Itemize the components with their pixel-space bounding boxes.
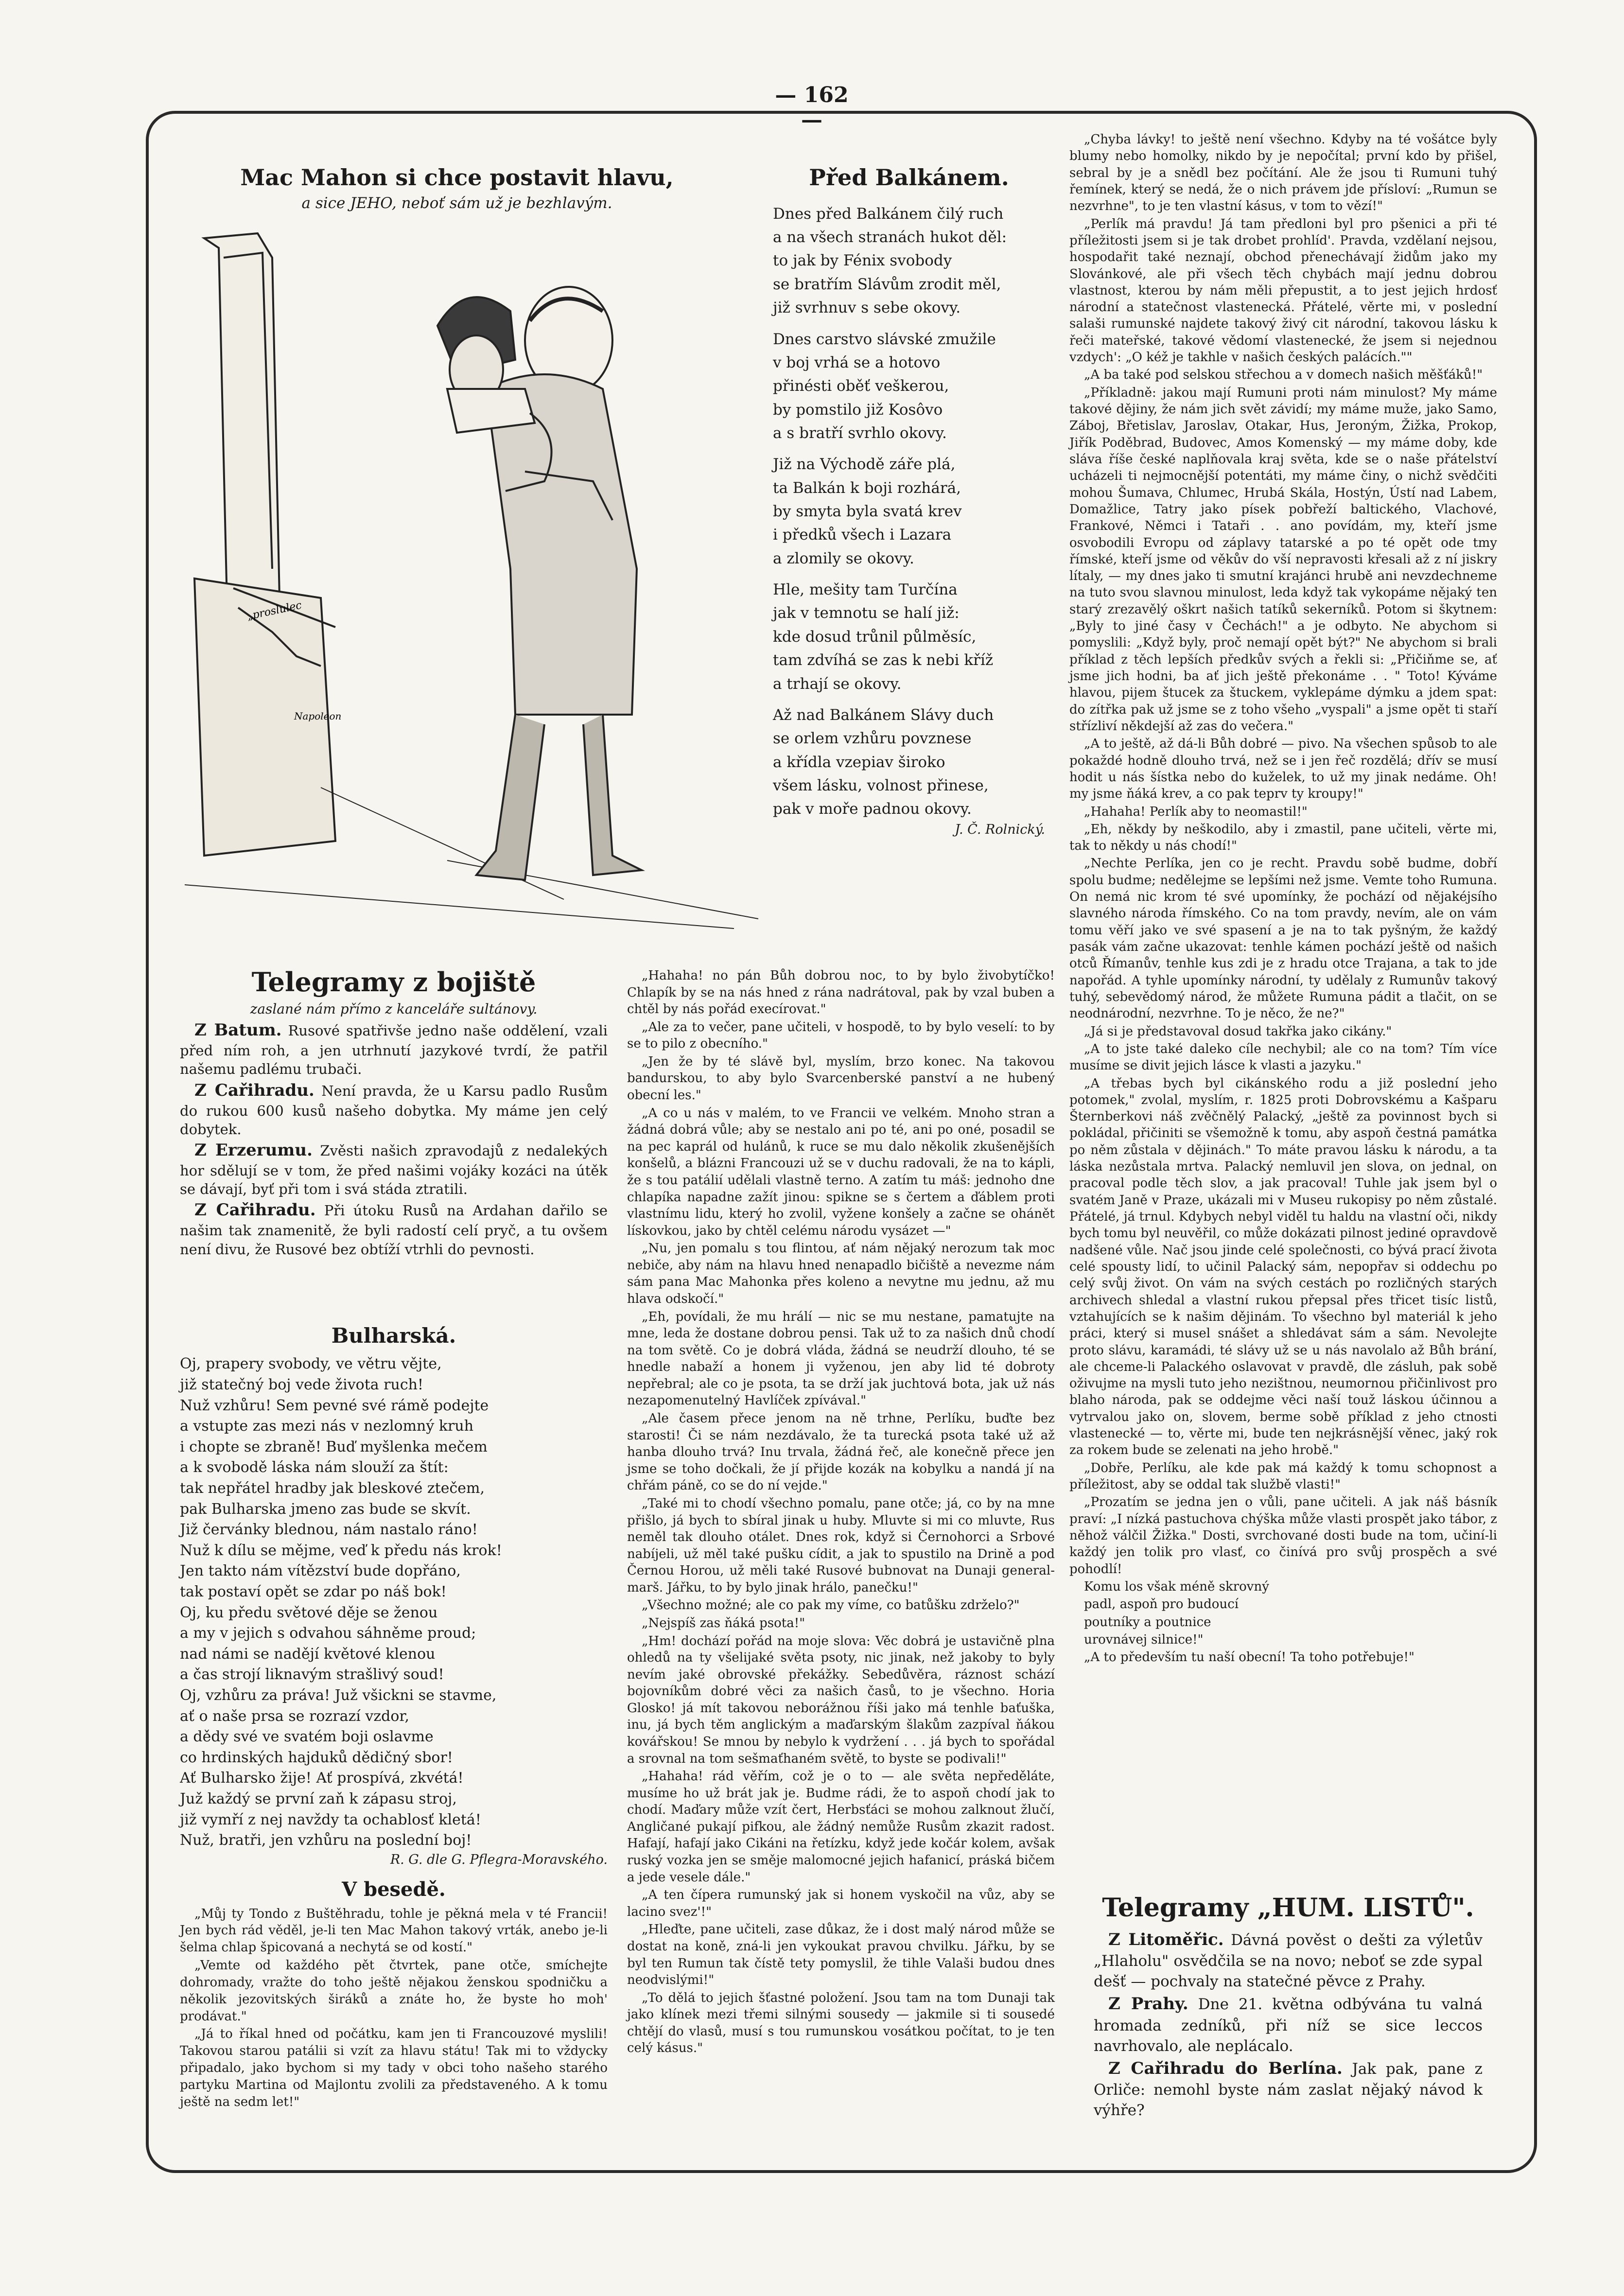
poem-line: a čas strojí liknavým strašlivý soud! [180, 1666, 444, 1683]
poem-line: se bratřím Slávům zrodit měl, [773, 275, 1001, 293]
poem-line: Oj, prapery svobody, ve větru vějte, [180, 1355, 442, 1373]
poem-bulgar [180, 1322, 608, 1869]
paragraph: „Hm! dochází pořád na moje slova: Věc dobrá je ustavičně plna ohledů na ty všelijaké světa psoty, nic jinak, než jakoby to byly nevím jaké obrovské překážky. Sebedůvěra, ráznost schází bojovníkům dobré věci za našich časů, to je všechno. Horia Glosko! já mít takovou neborážnou říši jako má tenhle baťuška, inu, já bych těm anglickým a maďarským šlakům zazpíval ňákou kovářskou! Se mnou by nebylo k vydržení . . . já bych to spořádal a srovnal na tom sešmaťhaném světě, to byste se podivali!" [627, 1633, 1055, 1766]
telegram-item [180, 1080, 608, 1139]
paragraph: „Hahaha! no pán Bůh dobrou noc, to by bylo živobytíčko! Chlapík by se na nás hned z rána nadrátoval, pak by vzal buben a chtěl by nás pořád execírovat." [627, 968, 1055, 1017]
poem-line: již statečný boj vede života ruch! [180, 1376, 424, 1394]
telegram-place: Z Cařihradu do Berlína. [1108, 2058, 1343, 2078]
poem-line: a dědy své ve svatém boji oslavme [180, 1728, 434, 1746]
telegrams-front [180, 965, 608, 1260]
poem-line: Dnes před Balkánem čilý ruch [773, 205, 1004, 223]
poem-line: Juž každý se první zaň k zápasu stroj, [180, 1790, 457, 1807]
poem-line [773, 445, 1045, 453]
telegram-item [180, 1019, 608, 1078]
poem-bulgar-signature: R. G. dle G. Pflegra-Moravského. [390, 1852, 608, 1867]
poem-line: Ať Bulharsko žije! Ať prospívá, zkvétá! [180, 1770, 464, 1787]
poem-line: a k svobodě láska nám slouží za štít: [180, 1459, 449, 1476]
paragraph: „Eh, povídali, že mu hrálí — nic se mu nestane, pamatujte na mne, leda že dostane dobrou pensi. Tak už to za našich dnů chodí na tom světě. Co je dobrá vláda, žádná se neudrží dlouho, té se hnedle nabaží a honem ji vyženou, jen aby lid té dobroty nepřebral; ale co je psota, ta se drží jak juchtová bota, jak už nás nezapomenutelný Havlíček zpívával." [627, 1309, 1055, 1408]
paragraph: „A to ještě, až dá-li Bůh dobré — pivo. Na všechen spůsob to ale pokaždé hodně dlouho trvá, než se i jen řeč rozdělá; dřív se musí hodit u nás šístka nebo do kuželek, to už my jinak nedáme. Oh! my jsme ňáká krev, a co pak teprv ty kroupy!" [1069, 736, 1497, 802]
paragraph: „Všechno možné; ale co pak my víme, co batůšku zdrželo?" [642, 1598, 1020, 1613]
illustration-caption-2: Napoleon [294, 710, 342, 722]
poem-line: nad námi se nadějí květové klenou [180, 1645, 436, 1663]
poem-line: by smyta byla svatá krev [773, 503, 962, 521]
telegram-item [180, 1199, 608, 1258]
telegrams-front-subtitle: zaslané nám přímo z kanceláře sultánovy. [250, 1001, 538, 1017]
poem-line: všem lásku, volnost přinese, [773, 776, 989, 794]
poem-line: Dnes carstvo slávské zmužile [773, 330, 996, 348]
macmahon-illustration [175, 228, 768, 943]
paragraph: Komu los však méně skrovný [1084, 1579, 1269, 1594]
macmahon-article [214, 163, 700, 214]
poem-line: ať o naše prsa se rozrazí vzdor, [180, 1707, 409, 1725]
telegram-item [180, 1139, 608, 1198]
v-besede-title: V besedě. [342, 1878, 446, 1901]
paragraph: „Eh, někdy by neškodilo, aby i zmastil, pane učiteli, věrte mi, tak to někdy u nás chodí!" [1069, 822, 1497, 854]
poem-line [773, 696, 1045, 703]
poem-line: Oj, ku předu světové děje se ženou [180, 1604, 438, 1621]
paragraph: „Příkladně: jakou mají Rumuni proti nám minulost? My máme takové dějiny, že nám jich svět závidí; my máme muže, jako Samo, Záboj, Břetislav, Jaroslav, Otakar, Hus, Jeroným, Žižka, Prokop, Jiřík Poděbrad, Budovec, Amos Komenský — my máme doby, kde sláva říše české naplňovala kraj světa, kde se o naše přátelství ucházeli ti nejmocnější potentáti, my máme činy, o nichž svědčiti mohou Šumava, Chlumec, Hrubá Skála, Hostýn, Ústí nad Labem, Domažlice, Tatry jako písek pobřeží baltického, Vlachové, Frankové, Němci i Tataři . . ano povídám, my, kteří jsme osvobodili Evropu od záplavy tatarské a po té opět ode tmy římské, kteří jsme od věkův do vší nepravosti křesali až z ní jiskry lítaly, — my dnes jako ti smutní krajánci hrubě ani nevzdechneme na tuto svou slavnou minulost, leda když tak vykopáme nějaký ten starý zrezavělý oškrt našich tatíků sekerníků. Potom si škytnem: „Byly to jiné časy v Čechách!" a je odbyto. Ne abychom si pomyslili: „Když byly, proč nemají opět být?" Ne abychom si brali příklad z těch lepších předkův svých a řekli si: „Přičiňme se, ať jsme jich hodni, ba ať jich ještě překonáme . . " Toto! Kýváme hlavou, pijem štucek za štuckem, vyklepáme dýmku a jdem spat: do zítřka pak už jsme se z toho všeho „vyspali" a jsme opět ti staří střízliví někdejší až zas do večera." [1069, 385, 1497, 734]
poem-line: přinésti oběť veškerou, [773, 377, 949, 395]
page-number: — 162 — [775, 83, 849, 132]
telegrams-hum-title: Telegramy „HUM. LISTŮ". [1102, 1893, 1474, 1923]
poem-balkan-signature: J. Č. Rolnický. [955, 822, 1045, 837]
poem-line: jak v temnotu se halí již: [773, 604, 960, 622]
poem-line: se orlem vzhůru povznese [773, 730, 972, 748]
telegram-place: Z Litoměřic. [1108, 1929, 1224, 1949]
poem-line: a vstupte zas mezi nás v nezlomný kruh [180, 1418, 474, 1435]
paragraph: „Hahaha! rád věřím, což je o to — ale světa nepředěláte, musíme ho už brát jak je. Budme rádi, že to aspoň chodí jak to chodí. Maďary může vzít čert, Herbsťáci se mohou zalknout žlučí, Angličané pukají pifkou, ale žádný nemůže Rusům zkazit radost. Hafají, hafají jako Cikáni na řetízku, když jede kočár kolem, avšak ruský vozka jen se směje malomocné jejich hafanicí, práská bičem a jede vesele dále." [627, 1769, 1055, 1885]
poem-line: Oj, vzhůru za práva! Juž všickni se stavme, [180, 1686, 497, 1704]
paragraph: padl, aspoň pro budoucí [1084, 1597, 1239, 1612]
paragraph: „A to především tu naší obecní! Ta toho potřebuje!" [1084, 1650, 1414, 1665]
telegram-item [1094, 2057, 1483, 2121]
telegram-item [1094, 1928, 1483, 1992]
poem-line: a s bratří svrhlo okovy. [773, 424, 947, 442]
poem-line: tak nepřátel hradby jak bleskové ztečem, [180, 1480, 485, 1497]
poem-bulgar-title: Bulharská. [331, 1324, 456, 1348]
telegram-place: Z Prahy. [1108, 1994, 1188, 2014]
telegrams-hum [1094, 1891, 1483, 2121]
poem-line [773, 320, 1045, 328]
paragraph: „Můj ty Tondo z Buštěhradu, tohle je pěkná mela v té Francii! Jen bych rád věděl, je-li ten Mac Mahon takový vrták, anebo je-li šelma chlap špicovaná a nechytá se od kostí." [180, 1906, 608, 1955]
poem-line: a my v jejich s odvahou sáhněme proud; [180, 1625, 476, 1642]
poem-line: co hrdinských hajduků dědičný sbor! [180, 1749, 453, 1766]
middle-column [627, 967, 1055, 2058]
paragraph: „Dobře, Perlíku, ale kde pak má každý k tomu schopnost a příležitost, aby se oddal tak službě vlasti!" [1069, 1460, 1497, 1492]
telegram-text: Dávná pověst o dešti za výletův „Hlaholu" osvědčila se na novo; neboť se zde sypal dešť — pochvaly na statečné pěvce z Prahy. [1094, 1931, 1483, 1991]
paragraph: urovnávej silnice!" [1084, 1632, 1204, 1647]
poem-line: i chopte se zbraně! Buď myšlenka mečem [180, 1438, 488, 1455]
paragraph: „Ale časem přece jenom na ně trhne, Perlíku, buďte bez starosti! Či se nám nezdávalo, že ta turecká psota také už až hanba dlouho trvá? Inu trvala, žádná řeč, ale konečně přece jen jsme se toho dočkali, že jí přijde kozák na kobylku a nandá jí na chřám páně, co se do ní vejde." [627, 1411, 1055, 1493]
telegram-text: Není pravda, že u Karsu padlo Rusům do rukou 600 kusů našeho dobytka. My máme jen celý dobytek. [180, 1082, 608, 1138]
macmahon-title: Mac Mahon si chce postavit hlavu, [240, 164, 674, 191]
illustration-caption-1: „proslulec [246, 599, 303, 623]
poem-line: by pomstilo již Kosôvo [773, 401, 943, 419]
poem-line: pak v moře padnou okovy. [773, 800, 972, 818]
paragraph: „Chyba lávky! to ještě není všechno. Kdyby na té vošátce byly blumy nebo homolky, nikdo by je nepočítal; první kdo by přišel, sebral by je a snědl bez počítání. Ale že jsou ti Rumuni tuhý řemínek, který se nedá, že o nich právem jde přísloví: „Rumun se nezvrhne", to je ten vlastní kásus, v tom to vězí!" [1069, 132, 1497, 214]
poem-line: kde dosud trůnil půlměsíc, [773, 628, 977, 646]
paragraph: „Nu, jen pomalu s tou flintou, ať nám nějaký nerozum tak moc nebiče, aby nám na hlavu hned nenapadlo bičiště a nevezme nám sám pana Mac Mahonka přes koleno a nevytne mu jednu, až mu hlava odskočí." [627, 1241, 1055, 1306]
paragraph: „Já si je představoval dosud takřka jako cikány." [1084, 1024, 1392, 1039]
poem-line: a zlomily se okovy. [773, 549, 914, 567]
telegram-text: Při útoku Rusů na Ardahan dařilo se našim tak znamenitě, že byli radostí celí pryč, a tu ovšem není divu, že Rusové bez obtíží vtrhli do pevnosti. [180, 1202, 608, 1258]
poem-line: a křídla vzepiav široko [773, 753, 945, 771]
telegram-place: Z Batum. [194, 1020, 282, 1040]
paragraph: „A třebas bych byl cikánského rodu a již poslední jeho potomek," zvolal, myslím, r. 1825 proti Dobrovskému a Kašparu Šternberkovi náš zvěčnělý Palacký, „ještě za povinnost bych si pokládal, přičiniti se všemožně k tomu, aby aspoň čestná památka po něm zůstala v dějinách." To máte pravou lásku k národu, a ta láska nezůstala mrtva. Palacký nemluvil jen slova, on jednal, on pracoval podle těch slov, a jak pracoval! Tuhle jak jsem byl o svatém Janě v Praze, ukázali mi v Museu rukopisy po něm zůstalé. Přátelé, já trnul. Kdybych nebyl viděl tu haldu na vlastní oči, nikdy bych tomu byl neuvěřil, co může dokázati pilnost jediné opravdově nadšené vůle. Nač jsou jinde celé společnosti, co bývá prací života celé spousty lidí, to učinil Palacký sám, nepopřav si oddechu po celý svůj život. On vám na svých cestách po rozličných starých archivech shledal a vlastní rukou přepsal přes třicet tisíc listů, vztahujících se k našim dějinám. To všechno byl materiál k jeho práci, který si musel snášet a shledávat sám a sám. Nevolejte proto slávu, karamádi, té slávy už se u nás navolalo až Bůh brání, ale chceme-li Palackého oslavovat v pravdě, dle zásluh, pak sobě oživujme na mysli tuto jeho nezištnou, neumornou přičinlivost pro blaho národa, pak se oddejme věci naší touž láskou účinnou a vytrvalou jako on, slovem, berme sobě příklad z jeho ctnosti vlastenecké — to, věrte mi, bude ten nejkrásnější věnec, jaký rok za rokem bude se zelenati na jeho hrobě." [1069, 1076, 1497, 1458]
telegrams-front-title: Telegramy z bojiště [251, 966, 536, 998]
poem-line: tak postaví opět se zdar po náš bok! [180, 1583, 447, 1600]
poem-line: již svrhnuv s sebe okovy. [773, 299, 961, 317]
poem-line: a trhají se okovy. [773, 675, 902, 693]
poem-line: ta Balkán k boji rozhárá, [773, 479, 961, 497]
poem-line: již vymří z nej navždy ta ochablosť kletá! [180, 1811, 481, 1828]
poem-line: to jak by Fénix svobody [773, 252, 952, 270]
telegram-place: Z Erzerumu. [194, 1140, 313, 1160]
telegram-text: Rusové spatřivše jedno naše oddělení, vzali před ním roh, a jen utrhnutí jazykové tvrdí, že patřil našemu padlému trubači. [180, 1022, 608, 1078]
paragraph: „Perlík má pravdu! Já tam předloni byl pro pšenici a při té příležitosti jsem si je tak drobet prohlíd'. Pravda, vzdělaní nejsou, hospodařit také neznají, obchod přenechávají židům jako my Slovánkové, ale při všech těch chybách mají jednu dobrou vlastnost, kterou by nám měli přepustit, a to jest jejich hrdosť národní a statečnost vlastenecká. Přátelé, věrte mi, v poslední salaši rumunské najdete takový živý cit národní, takovou lásku k řeči mateřské, takové vědomí vlastenecké, že jsem si nejednou vzdych': „O kéž je takhle v našich českých palácích."" [1069, 216, 1497, 365]
poem-line: Nuž, bratři, jen vzhůru na poslední boj! [180, 1832, 472, 1849]
poem-line: i předků všech i Lazara [773, 526, 952, 544]
paragraph: „To dělá to jejich šťastné položení. Jsou tam na tom Dunaji tak jako klínek mezi třemi silnými sousedy — jakmile si ti sousedé chtějí do vlasů, musí s tou rumunskou vosátkou počítat, to je ten celý kásus." [627, 1990, 1055, 2056]
poem-line: Jen takto nám vítězství bude dopřáno, [180, 1562, 461, 1580]
paragraph: „Nechte Perlíka, jen co je recht. Pravdu sobě budme, dobří spolu budme; nedělejme se lepšími než jsme. Vemte toho Rumuna. On nemá nic krom té své upomínky, že pochází od nějakéjsího slavného národa římského. Co na tom pravdy, nevím, ale on vám tomu věří jako ve své spasení a je na to tak pyšným, že každý pasák vám začne ukazovat: tenhle kámen pochází ještě od našich otců Římanův, tenhle kus zdi je z hradu otce Trajana, a tak to jde napořád. A tyhle upomínky národní, ty udělaly z Rumunův takový tuhý, sebevědomý národ, že můžete Rumuna pádit a tlačit, on se neodnárodní, nezvrhne. To je něco, že ne?" [1069, 856, 1497, 1021]
poem-line: v boj vrhá se a hotovo [773, 353, 941, 371]
paragraph: „A ba také pod selskou střechou a v domech našich měšťáků!" [1084, 368, 1483, 383]
telegram-item [1094, 1993, 1483, 2056]
paragraph: „Vemte od každého pět čtvrtek, pane otče, smíchejte dohromady, vražte do toho ještě nějakou ženskou spodničku a několik jezovitských širáků a znáte ho, že byste ho moh' prodávat." [180, 1958, 608, 2024]
poem-line: Až nad Balkánem Slávy duch [773, 706, 994, 724]
telegram-place: Z Cařihradu. [194, 1200, 316, 1220]
paragraph: „Já to říkal hned od počátku, kam jen ti Francouzové myslili! Takovou starou patálii si vzít za hlavu státu! Tak mi to vždycky připadalo, jako bychom si my tady v obci toho našeho starého partyku Martina od Majlontu zvolili za představeného. A k tomu ještě na sedm let!" [180, 2027, 608, 2109]
right-column [1069, 131, 1497, 1666]
paragraph: „Hleďte, pane učiteli, zase důkaz, že i dost malý národ může se dostat na koně, zná-li jen vykoukat pravou chvilku. Jářku, by se byl ten Rumun tak čístě tety pomyslil, že tihle Valaši budou dnes neodvislými!" [627, 1922, 1055, 1988]
paragraph: „Také mi to chodí všechno pomalu, pane otče; já, co by na mne přišlo, já bych to sbíral jinak u huby. Mluvte si mi co mluvte, Rus neměl tak dlouho otálet. Dnes rok, když si Černohorci a Srbové nabíjeli, už měl také pušku cídit, a jak to spustilo na Drině a pod Černou Horou, už měli také Rusové bubnovat na Dunaji general-marš. Jářku, to by bylo jinak hrálo, panečku!" [627, 1496, 1055, 1595]
paragraph: „Prozatím se jedna jen o vůli, pane učiteli. A jak náš básník praví: „I nízká pastuchova chýška může vlasti prospět jako tábor, z něhož válčil Žižka." Dosti, svrchované dosti bude na tom, učiní-li každý jen tolik pro vlasť, co činívá pro svůj prospěch a své pohodlí! [1069, 1495, 1497, 1577]
poem-line: pak Bulharska jmeno zas bude se skvít. [180, 1500, 471, 1518]
macmahon-subtitle: a sice JEHO, neboť sám už je bezhlavým. [301, 194, 612, 212]
poem-balkan [773, 163, 1045, 839]
poem-line: Již červánky blednou, nám nastalo ráno! [180, 1521, 478, 1539]
poem-line: Nuž k dílu se mějme, veď k předu nás krok! [180, 1542, 502, 1559]
telegram-text: Dne 21. května odbývána tu valná hromada zedníků, při níž se sice leccos navrhovalo, ale neplácalo. [1094, 1996, 1483, 2055]
poem-line: tam zdvíhá se zas k nebi kříž [773, 651, 994, 669]
paragraph: „Ale za to večer, pane učiteli, v hospodě, to by bylo veselí: to by se to pilo z obecního." [627, 1019, 1055, 1052]
paragraph: „A co u nás v malém, to ve Francii ve velkém. Mnoho stran a žádná dobrá vůle; aby se nestalo ani po té, ani po oné, posadil se na pec kaprál od hulánů, k ruce se mu dalo několik zkušenějších konšelů, a blázni Francouzi už se v duchu radovali, že na to kápli, že s tou patálií udělali vlastně terno. A zatím tu máš: jednoho dne chlapíka napadne zažít jinou: spikne se s čertem a ďáblem proti vlastnímu lidu, který ho zvolil, vyžene konšely a začne se ohánět lískovkou, jako by chtěl celému národu vysázet —" [627, 1105, 1055, 1238]
v-besede [180, 1876, 608, 2112]
paragraph: „A to jste také daleko cíle nechybil; ale co na tom? Tím více musíme se divit jejich lásce k vlasti a jazyku." [1069, 1041, 1497, 1073]
poem-line: Hle, mešity tam Turčína [773, 581, 958, 599]
paragraph: „Hahaha! Perlík aby to neomastil!" [1084, 804, 1308, 819]
paragraph: „Nejspíš zas ňáká psota!" [642, 1615, 805, 1630]
telegram-text: Jak pak, pane z Orliče: nemohl byste nám zaslat nějaký návod k výhře? [1094, 2060, 1483, 2120]
poem-line [773, 570, 1045, 578]
poem-balkan-title: Před Balkánem. [809, 164, 1009, 191]
poem-line: Již na Východě záře plá, [773, 456, 956, 473]
paragraph: poutníky a poutnice [1084, 1614, 1211, 1630]
telegram-place: Z Cařihradu. [194, 1080, 314, 1100]
paragraph: „A ten čípera rumunský jak si honem vyskočil na vůz, aby se lacino svez'!" [627, 1888, 1055, 1919]
telegram-text: Zvěsti našich zpravodajů z nedalekých hor sdělují se v tom, že před našimi vojáky kozáci na útěk se dávají, byť při tom i svá stáda ztratili. [180, 1142, 608, 1198]
poem-line: a na všech stranách hukot děl: [773, 228, 1007, 246]
poem-line: Nuž vzhůru! Sem pevné své rámě podejte [180, 1397, 489, 1414]
paragraph: „Jen že by té slávě byl, myslím, brzo konec. Na takovou bandurskou, to aby bylo Svarcenberské panství a ne hubený obecní les." [627, 1054, 1055, 1103]
